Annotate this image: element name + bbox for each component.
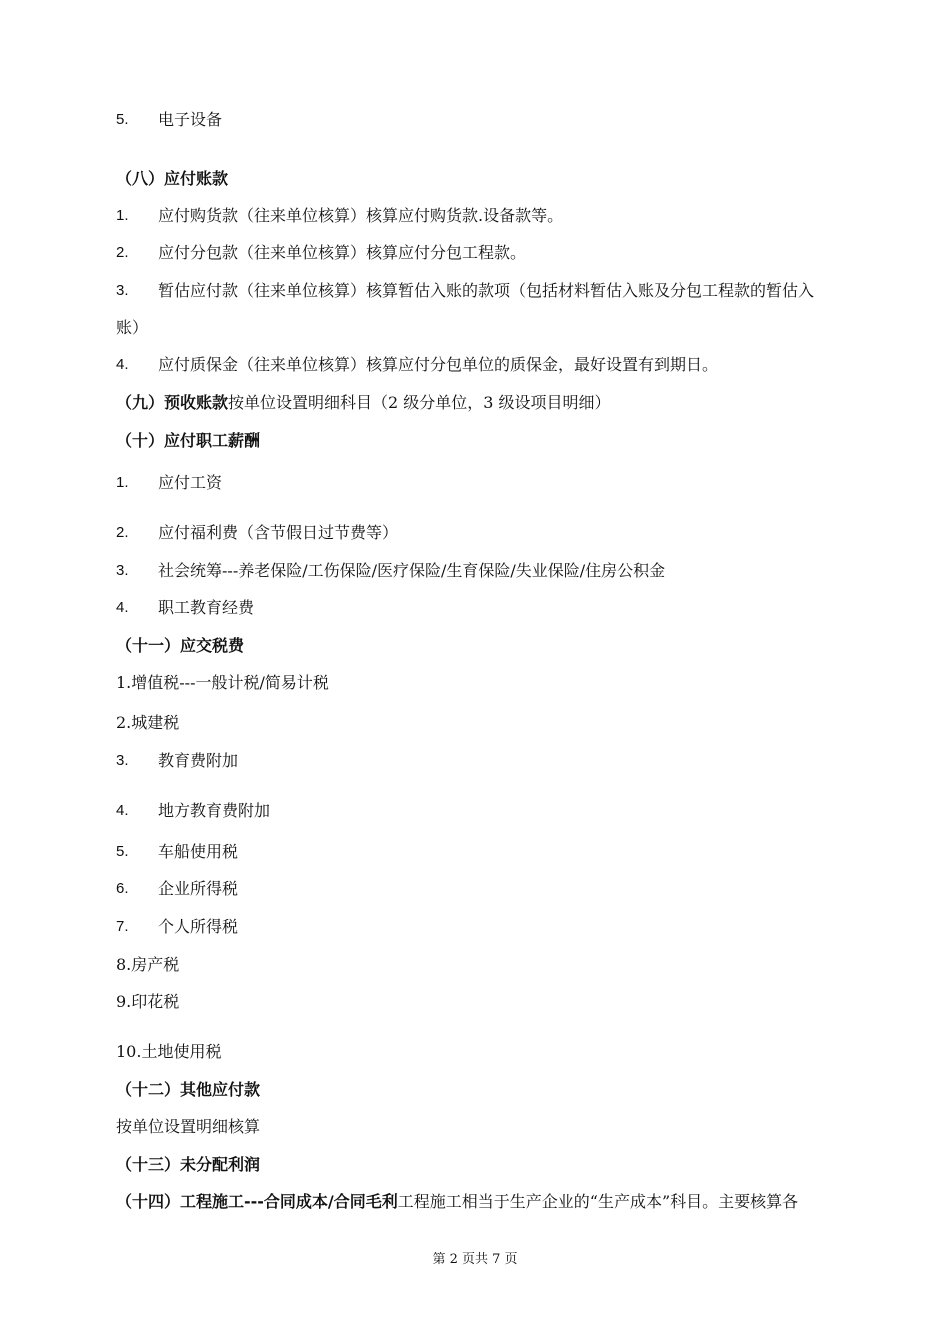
list-number: 3. <box>116 282 129 299</box>
list-item-text: 个人所得税 <box>158 917 239 936</box>
list-item-text: 企业所得税 <box>158 879 239 898</box>
tax-item: 2.城建税 <box>116 713 180 732</box>
tax-item: 1.增值税---一般计税/简易计税 <box>116 673 329 692</box>
list-item-continuation: 账） <box>116 318 149 337</box>
list-number: 4. <box>116 356 129 373</box>
list-item-text: 地方教育费附加 <box>158 801 271 820</box>
section-heading-9-title: （九）预收账款 <box>116 393 229 412</box>
list-number: 5. <box>116 843 129 860</box>
section-heading-11: （十一）应交税费 <box>116 636 245 655</box>
list-number: 1. <box>116 474 129 491</box>
list-item-text: 教育费附加 <box>158 751 239 770</box>
section-heading-12: （十二）其他应付款 <box>116 1080 261 1099</box>
list-item-text: 应付质保金（往来单位核算）核算应付分包单位的质保金，最好设置有到期日。 <box>158 355 719 374</box>
list-number: 2. <box>116 244 129 261</box>
list-number: 4. <box>116 599 129 616</box>
section-12-body: 按单位设置明细核算 <box>116 1117 261 1136</box>
list-number: 2. <box>116 524 129 541</box>
list-number: 5. <box>116 111 129 128</box>
tax-item: 8.房产税 <box>116 955 180 974</box>
section-heading-10: （十）应付职工薪酬 <box>116 431 261 450</box>
list-number: 6. <box>116 880 129 897</box>
list-item-text: 应付福利费（含节假日过节费等） <box>158 523 399 542</box>
list-number: 7. <box>116 918 129 935</box>
list-item-text: 车船使用税 <box>158 842 239 861</box>
list-number: 3. <box>116 562 129 579</box>
section-heading-14-title: （十四）工程施工---合同成本/合同毛利 <box>116 1192 398 1211</box>
section-heading-9 <box>116 393 611 413</box>
list-number: 4. <box>116 802 129 819</box>
list-item-text: 暂估应付款（往来单位核算）核算暂估入账的款项（包括材料暂估入账及分包工程款的暂估入 <box>158 281 815 300</box>
list-item-text: 应付分包款（往来单位核算）核算应付分包工程款。 <box>158 243 527 262</box>
list-number: 1. <box>116 207 129 224</box>
list-item-text: 应付工资 <box>158 473 223 492</box>
section-heading-13: （十三）未分配利润 <box>116 1155 261 1174</box>
page-footer: 第 2 页共 7 页 <box>432 1252 518 1267</box>
list-item-text: 社会统筹---养老保险/工伤保险/医疗保险/生育保险/失业保险/住房公积金 <box>158 561 666 580</box>
section-heading-14-text: 工程施工相当于生产企业的“生产成本”科目。主要核算各 <box>397 1192 799 1211</box>
tax-item: 10.土地使用税 <box>116 1042 222 1061</box>
tax-item: 9.印花税 <box>116 992 180 1011</box>
list-item-text: 电子设备 <box>158 110 223 129</box>
list-number: 3. <box>116 752 129 769</box>
section-heading-8: （八）应付账款 <box>116 169 229 188</box>
list-item-text: 应付购货款（往来单位核算）核算应付购货款.设备款等。 <box>158 206 564 225</box>
section-heading-9-text: 按单位设置明细科目（2 级分单位，3 级设项目明细） <box>228 393 611 412</box>
section-heading-14 <box>116 1192 798 1212</box>
list-item-text: 职工教育经费 <box>158 598 255 617</box>
